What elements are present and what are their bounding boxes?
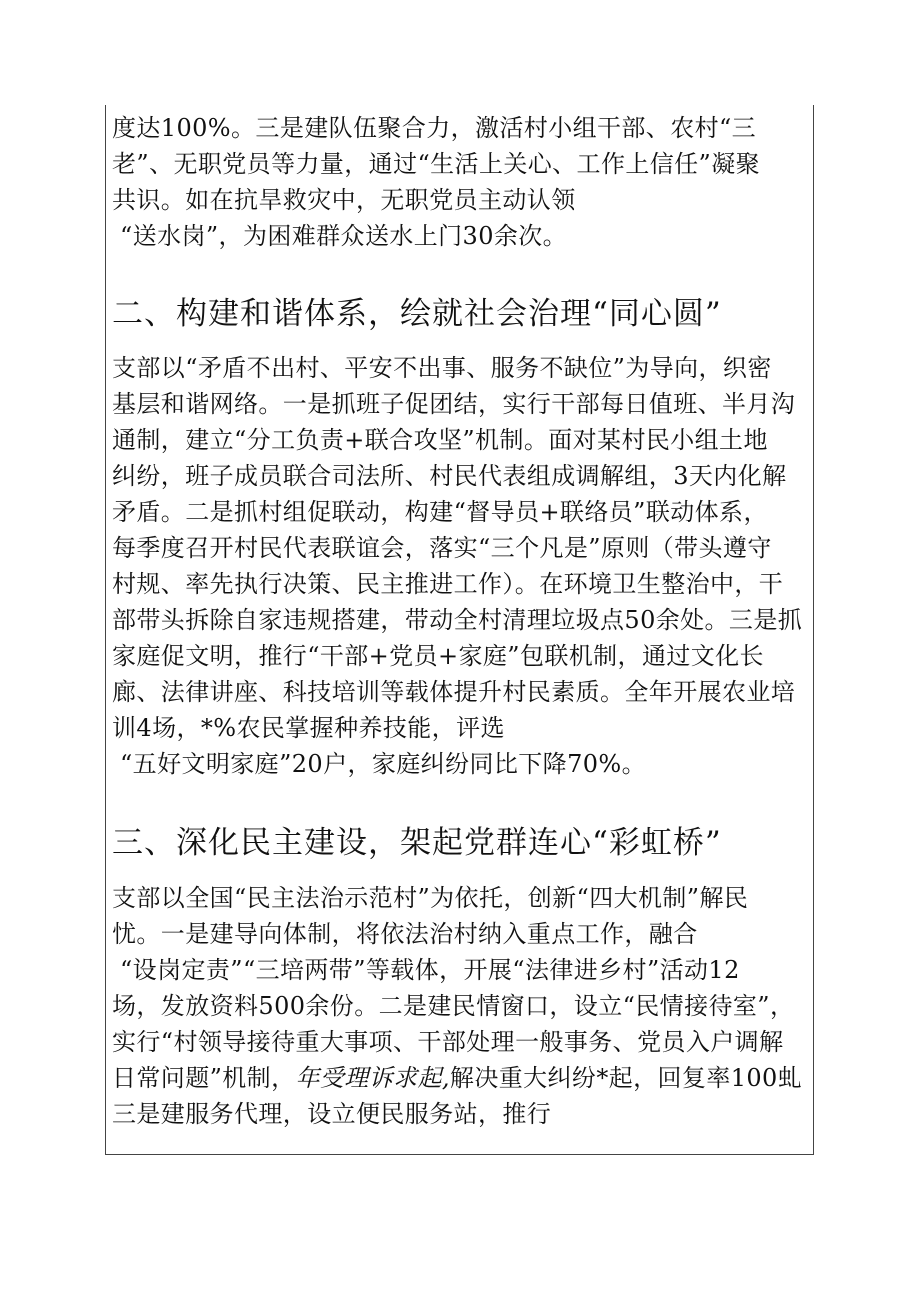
paragraph-line: 三是建服务代理，设立便民服务站，推行 — [112, 1100, 552, 1128]
paragraph-line: 支部以“矛盾不出村、平安不出事、服务不缺位”为导向，织密 — [112, 354, 772, 382]
section-heading-2: 二、构建和谐体系，绘就社会治理“同心圆” — [112, 296, 722, 332]
paragraph-line: 每季度召开村民代表联谊会，落实“三个凡是”原则（带头遵守 — [112, 534, 772, 562]
paragraph-line-mixed — [112, 1060, 805, 1096]
paragraph-line: 家庭促文明，推行“干部+党员+家庭”包联机制，通过文化长 — [112, 642, 764, 670]
paragraph-line: 村规、率先执行决策、民主推进工作）。在环境卫生整治中，干 — [112, 570, 784, 598]
paragraph-line: 支部以全国“民主法治示范村”为依托，创新“四大机制”解民 — [112, 884, 749, 912]
paragraph-line: “送水岗”，为困难群众送水上门30余次。 — [120, 222, 568, 250]
paragraph-line: 度达100%。三是建队伍聚合力，激活村小组干部、农村“三 — [112, 114, 757, 142]
paragraph-line: 忧。一是建导向体制，将依法治村纳入重点工作，融合 — [112, 920, 698, 948]
paragraph-line: 通制，建立“分工负责+联合攻坚”机制。面对某村民小组土地 — [112, 426, 768, 454]
italic-text-segment: 年受理诉求起, — [295, 1064, 450, 1092]
paragraph-line: 纠纷，班子成员联合司法所、村民代表组成调解组，3天内化解 — [112, 462, 787, 490]
paragraph-line: 实行“村领导接待重大事项、干部处理一般事务、党员入户调解 — [112, 1028, 784, 1056]
text-segment: 解决重大纠纷*起，回复率100虬 — [449, 1064, 803, 1092]
paragraph-line: 基层和谐网络。一是抓班子促团结，实行干部每日值班、半月沟 — [112, 390, 796, 418]
paragraph-line: 廊、法律讲座、科技培训等载体提升村民素质。全年开展农业培 — [112, 678, 796, 706]
paragraph-line: 矛盾。二是抓村组促联动，构建“督导员+联络员”联动体系， — [112, 498, 768, 526]
section-heading-3: 三、深化民主建设，架起党群连心“彩虹桥” — [112, 825, 722, 861]
text-segment: 日常问题”机制， — [112, 1064, 296, 1092]
paragraph-line: 训4场，*%农民掌握种养技能，评选 — [112, 714, 505, 742]
paragraph-line: “设岗定责”“三培两带”等载体，开展“法律进乡村”活动12 — [120, 956, 740, 984]
paragraph-line: 老”、无职党员等力量，通过“生活上关心、工作上信任”凝聚 — [112, 150, 761, 178]
paragraph-line: 共识。如在抗旱救灾中，无职党员主动认领 — [112, 186, 576, 214]
paragraph-line: 部带头拆除自家违规搭建，带动全村清理垃圾点50余处。三是抓 — [112, 606, 803, 634]
paragraph-line: “五好文明家庭”20户，家庭纠纷同比下降70%。 — [120, 750, 647, 778]
paragraph-line: 场，发放资料500余份。二是建民情窗口，设立“民情接待室”， — [112, 992, 795, 1020]
